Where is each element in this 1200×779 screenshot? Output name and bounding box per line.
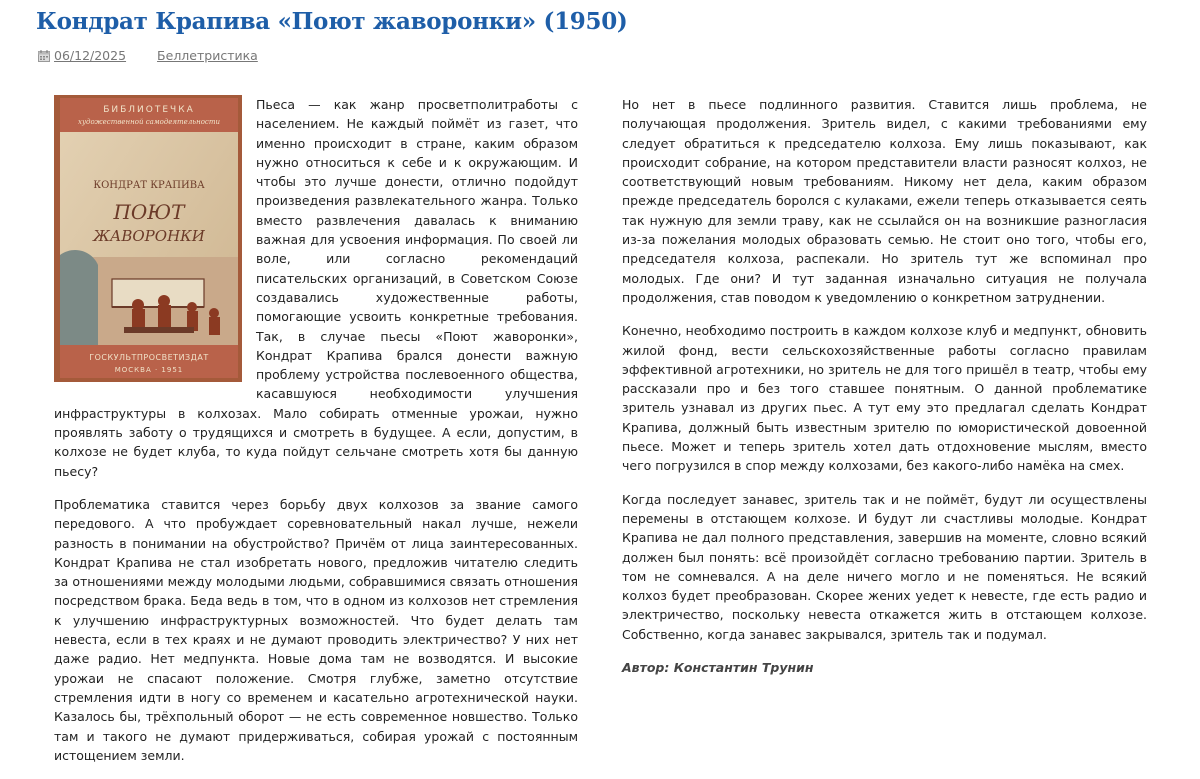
cover-title-line1: ПОЮТ (113, 200, 185, 224)
cover-author: КОНДРАТ КРАПИВА (93, 180, 205, 191)
right-paragraph-3: Когда последует занавес, зритель так и не поймёт, будут ли осуществлены перемены в отстающем колхозе. И будут ли счастливы молодые. Кондрат Крапива не дал полного представления, завершив на моменте, словно всякий должен был понять: всё произойдёт согласно требованию партии. Зритель в том не сомневался. А на деле ничего могло и не поменяться. Не всякий колхоз будет преобразован. Скорее жених уедет к невесте, где есть радио и электричество, поскольку невеста откажется жить в отстающем колхозе. Собственно, когда занавес закрывался, зритель так и подумал. (622, 491, 1147, 642)
calendar-icon (38, 50, 50, 62)
right-paragraph-1: Но нет в пьесе подлинного развития. Ставится лишь проблема, не получающая продолжения. Зритель видел, с какими требованиями ему следует обратиться к председателю колхоза. Ему лишь показывают, как происходит собрание, на котором представители власти разносят колхоз, не соответствующий новым требованиям. Никому нет дела, каким образом прежде председатель боролся с кулаками, ежели теперь отказывается сеять так нужную для земли траву, как не ссылайся он на возникшие разногласия из-за пожелания молодых образовать семью. Не стоит оно того, чтобы его, председателя колхоза, распекали. Но зритель тут же вспоминал про молодых. Где они? И тут заданная изначально ситуация не получала продолжения, став поводом к уведомлению о конкретном затруднении. (622, 97, 1147, 305)
cover-city-year: МОСКВА · 1951 (114, 366, 184, 374)
left-column (54, 95, 578, 779)
cover-series-line1: БИБЛИОТЕЧКА (103, 105, 195, 115)
article-title[interactable]: Кондрат Крапива «Поют жаворонки» (1950) (36, 8, 628, 35)
cover-title-line2: ЖАВОРОНКИ (93, 227, 205, 245)
book-cover-image (54, 95, 242, 382)
right-column (622, 95, 1147, 691)
author-signature: Автор: Константин Трунин (622, 660, 814, 676)
post-date-link[interactable]: 06/12/2025 (54, 48, 127, 63)
post-meta (38, 48, 258, 63)
left-paragraph-2: Проблематика ставится через борьбу двух колхозов за звание самого передового. А что пробуждает соревновательный накал лучше, нежели разность в понимании на обустройство? Причём от лица заинтересованных. Кондрат Крапива не стал изобретать нового, предложив читателю следить за отношениями между молодыми людьми, собравшимися связать отношения посредством брака. Беда ведь в том, что в одном из колхозов нет стремления к улучшению инфраструктурных возможностей. Что будет делать там невеста, если в тех краях и не думают проводить электричество? У них нет даже радио. Нет медпункта. Новые дома там не возводятся. И высокие урожаи не спасают положение. Смотря глубже, заметно отсутствие стремления идти в ногу со временем и касательно агротехнической науки. Казалось бы, трёхпольный оборот — не есть современное новшество. Только там и такого не думают придерживаться, собирая урожай с постоянным истощением земли. (54, 496, 578, 763)
category-link[interactable]: Беллетристика (157, 48, 258, 63)
cover-publisher: ГОСКУЛЬТПРОСВЕТИЗДАТ (89, 353, 209, 362)
cover-series-line2: художественной самодеятельности (78, 118, 220, 126)
left-paragraph-1: Пьеса — как жанр просветполитработы с населением. Не каждый поймёт из газет, что именно происходит в стране, каким образом нужно относиться к себе и к окружающим. И чтобы это лучше донести, отлично подойдут произведения развлекательного жанра. Только вместо развлечения давалась к вниманию важная для усвоения информация. По своей ли воле, или согласно рекомендаций писательских организаций, в Советском Союзе создавались художественные работы, помогающие усвоить конкретные требования. Так, в случае пьесы «Поют жаворонки», Кондрат Крапива брался донести важную проблему устройства послевоенного общества, касавшуюся необходимости улучшения инфраструктуры в колхозах. Мало собирать отменные урожаи, нужно проявлять заботу о трудящихся и смотреть в будущее. А если, допустим, в колхозе не будет клуба, то куда пойдут сельчане смотреть хотя бы данную пьесу? (54, 97, 578, 479)
right-paragraph-2: Конечно, необходимо построить в каждом колхозе клуб и медпункт, обновить жилой фонд, вести сельскохозяйственные работы согласно правилам эффективной агротехники, но зритель не для того пришёл в театр, чтобы ему рассказали про и без того ставшее понятным. О данной проблематике зритель узнавал из других пьес. А тут ему это предлагал сделать Кондрат Крапива, должный быть известным зрителю по юмористической довоенной пьесе. Может и теперь зритель хотел дать отдохновение мыслям, вместо чего погрузился в спор между колхозами, без какого-либо намёка на смех. (622, 323, 1147, 474)
